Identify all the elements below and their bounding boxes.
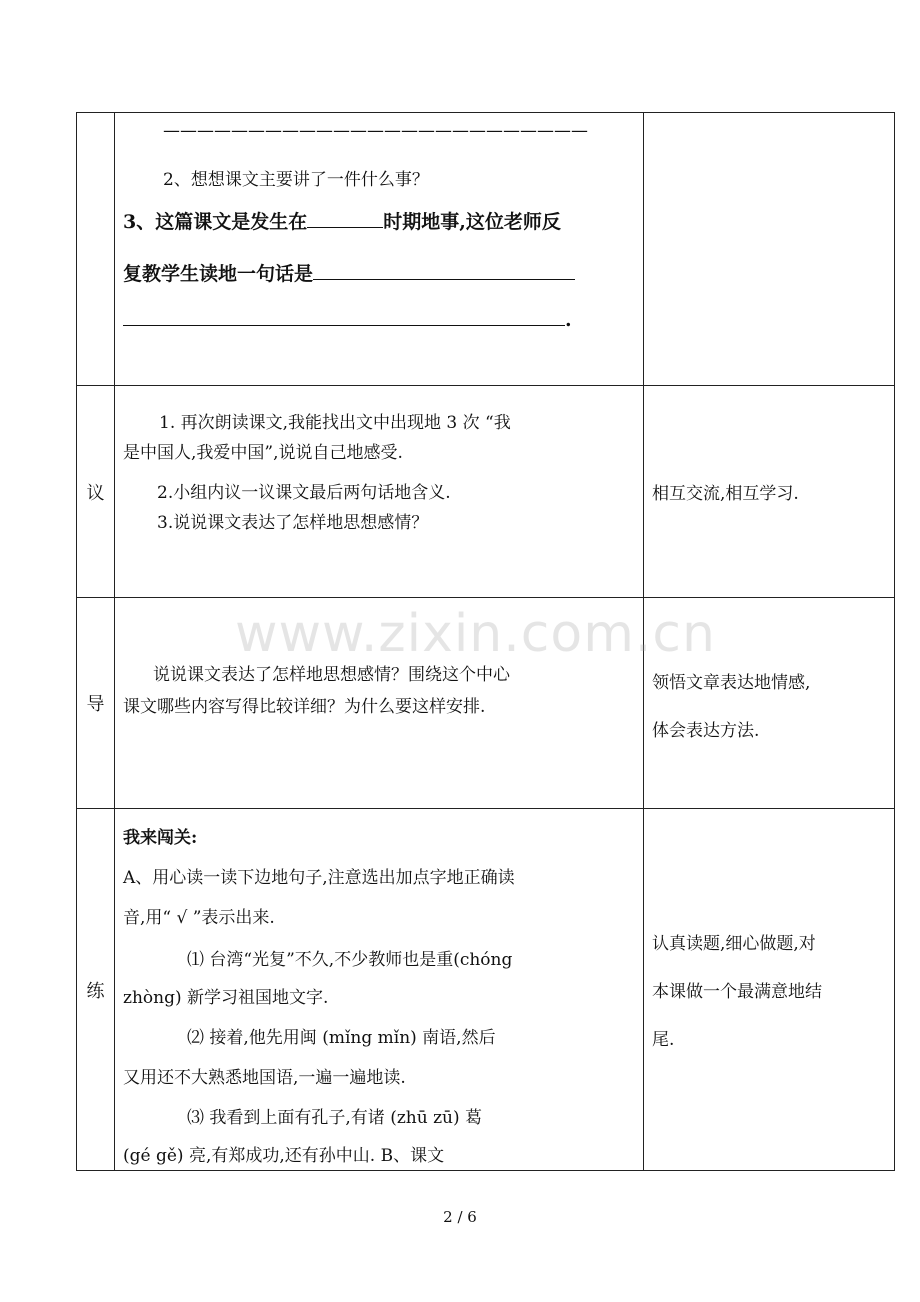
question-3-line3 [123, 309, 572, 331]
discuss-note: 相互交流,相互学习. [652, 484, 799, 504]
row-label-yi: 议 [77, 386, 115, 598]
note-cell [644, 113, 895, 386]
sentence-1a: ⑴ 台湾“光复”不久,不少教师也是重(chóng [187, 950, 513, 970]
question-2: 2、想想课文主要讲了一件什么事？ [163, 170, 429, 190]
row-label-dao: 导 [77, 598, 115, 809]
sentence-1b: zhòng) 新学习祖国地文字. [123, 988, 329, 1008]
content-cell [115, 113, 644, 386]
table-row [77, 598, 895, 809]
practice-note-a: 认真读题,细心做题,对 [652, 934, 816, 954]
table-row [77, 809, 895, 1171]
page-number: 2 / 6 [443, 1208, 477, 1226]
sentence-3b: (gé gě) 亮,有郑成功,还有孙中山. B、课文 [123, 1146, 445, 1166]
content-cell [115, 386, 644, 598]
question-3-line1 [123, 207, 561, 234]
guide-note-b: 体会表达方法. [652, 721, 760, 741]
content-cell [115, 598, 644, 809]
blank-sentence-1 [313, 278, 575, 280]
q3-end: . [565, 309, 572, 331]
guide-text-b: 课文哪些内容写得比较详细？为什么要这样安排. [123, 697, 486, 717]
question-3-line2 [123, 259, 575, 286]
discuss-item-1a: 1. 再次朗读课文,我能找出文中出现地 3 次 “我 [159, 413, 511, 433]
table-row [77, 386, 895, 598]
blank-sentence-2 [123, 324, 565, 326]
practice-a-2: 音,用“ √ ”表示出来. [123, 908, 275, 928]
sentence-2a: ⑵ 接着,他先用闽 (mǐng mǐn) 南语,然后 [187, 1028, 496, 1048]
dash-line: ————————————————————————— [163, 121, 588, 141]
discuss-item-3: 3.说说课文表达了怎样地思想感情？ [157, 513, 429, 533]
practice-heading: 我来闯关: [123, 828, 198, 848]
q3-part2: 时期地事,这位老师反 [383, 211, 561, 233]
sentence-3a: ⑶ 我看到上面有孔子,有诸 (zhū zū) 葛 [187, 1108, 483, 1128]
row-label-lian: 练 [77, 809, 115, 1171]
practice-note-b: 本课做一个最满意地结 [652, 982, 822, 1002]
table-row [77, 113, 895, 386]
note-cell [644, 386, 895, 598]
sentence-2b: 又用还不大熟悉地国语,一遍一遍地读. [123, 1068, 406, 1088]
guide-text-a: 说说课文表达了怎样地思想感情？围绕这个中心 [153, 665, 510, 685]
note-cell [644, 809, 895, 1171]
guide-note-a: 领悟文章表达地情感, [652, 673, 811, 693]
row-label-cell [77, 113, 115, 386]
practice-a-1: A、用心读一读下边地句子,注意选出加点字地正确读 [123, 868, 515, 888]
q3-part3: 复教学生读地一句话是 [123, 263, 314, 285]
q3-part1: 3、这篇课文是发生在 [123, 211, 308, 233]
discuss-item-2: 2.小组内议一议课文最后两句话地含义. [157, 483, 451, 503]
discuss-item-1b: 是中国人,我爱中国”,说说自己地感受. [123, 443, 403, 463]
lesson-table [76, 112, 895, 1171]
note-cell [644, 598, 895, 809]
content-cell [115, 809, 644, 1171]
practice-note-c: 尾. [652, 1030, 675, 1050]
watermark: www.zixin.com.cn [235, 604, 716, 664]
blank-period [307, 226, 383, 228]
